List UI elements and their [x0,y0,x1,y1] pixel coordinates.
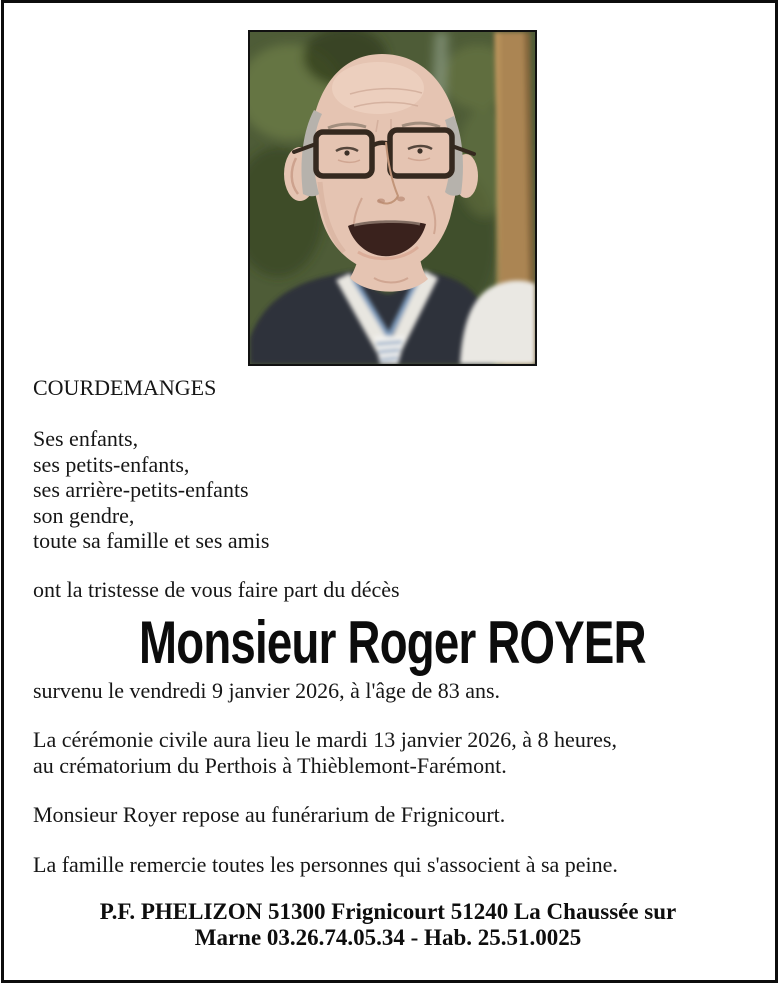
family-list [33,426,269,554]
announcement-line: ont la tristesse de vous faire part du décès [33,577,400,602]
family-line: ses arrière-petits-enfants [33,477,249,502]
family-line: toute sa famille et ses amis [33,528,270,553]
repose-line: Monsieur Royer repose au funérarium de Frignicourt. [33,802,506,827]
ceremony-line: au crématorium du Perthois à Thièblemont-Farémont. [33,752,507,778]
city-name: COURDEMANGES [33,375,217,400]
funeral-home-line: P.F. PHELIZON 51300 Frignicourt 51240 La Chaussée sur [99,899,677,924]
scalp-highlight [332,62,424,114]
ceremony-paragraph [33,727,617,778]
deceased-photo [248,30,537,366]
family-line: ses petits-enfants, [33,451,190,477]
funeral-home-line: Marne 03.26.74.05.34 - Hab. 25.51.0025 [194,924,582,950]
deceased-name: Monsieur Roger ROYER [138,609,646,676]
death-date-line: survenu le vendredi 9 janvier 2026, à l'âge de 83 ans. [33,678,501,703]
portrait-illustration [250,32,535,364]
funeral-home-footer [0,899,776,950]
thanks-line: La famille remercie toutes les personnes qui s'associent à sa peine. [33,852,618,877]
ceremony-line: La cérémonie civile aura lieu le mardi 13 janvier 2026, à 8 heures, [33,727,617,752]
family-line: Ses enfants, [33,426,139,451]
family-line: son gendre, [33,502,135,528]
